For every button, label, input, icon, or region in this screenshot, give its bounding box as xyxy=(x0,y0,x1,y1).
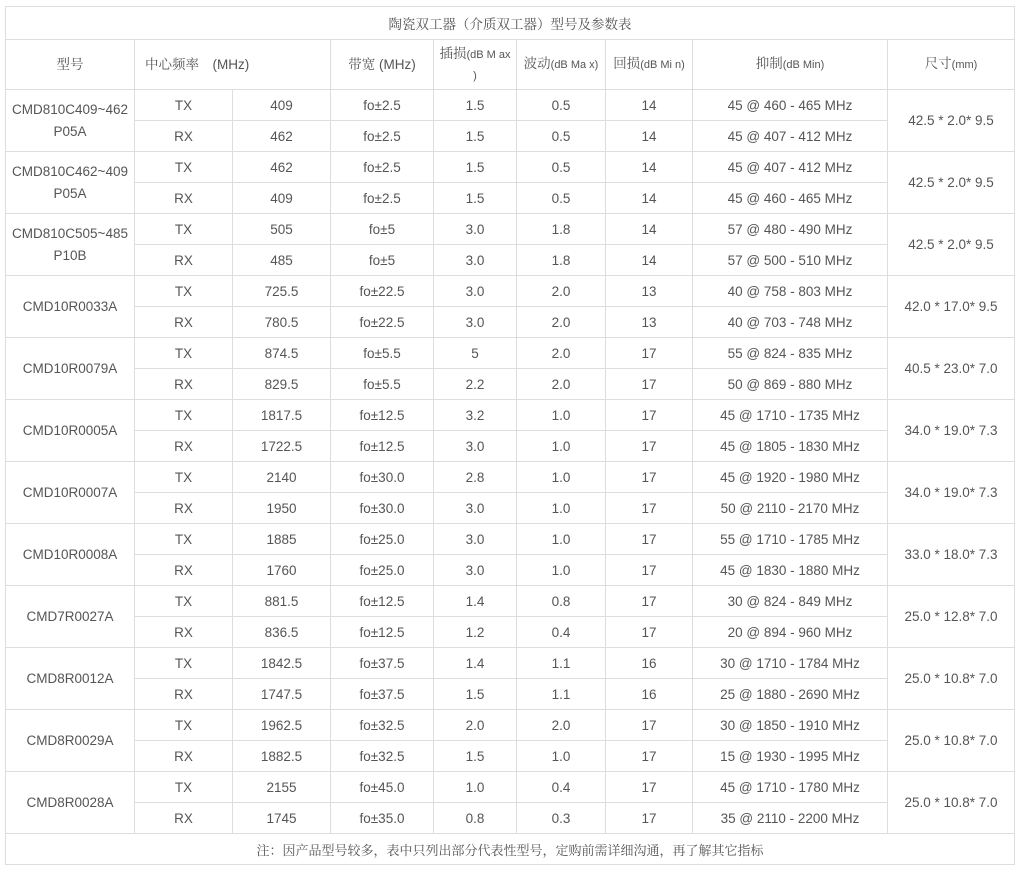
size-cell: 42.5 * 2.0* 9.5 xyxy=(888,214,1015,276)
ripple-cell: 1.1 xyxy=(517,679,606,710)
size-cell: 42.5 * 2.0* 9.5 xyxy=(888,90,1015,152)
ripple-cell: 1.0 xyxy=(517,524,606,555)
ripple-cell: 0.5 xyxy=(517,152,606,183)
return-loss-cell: 16 xyxy=(606,648,693,679)
ripple-cell: 1.0 xyxy=(517,462,606,493)
insertion-loss-cell: 1.0 xyxy=(434,772,517,803)
size-cell: 34.0 * 19.0* 7.3 xyxy=(888,400,1015,462)
model-cell: CMD8R0012A xyxy=(6,648,135,710)
rejection-cell: 57 @ 500 - 510 MHz xyxy=(693,245,888,276)
ripple-cell: 0.5 xyxy=(517,90,606,121)
header-size-label: 尺寸 xyxy=(924,56,952,71)
center-frequency-cell: 1950 xyxy=(233,493,331,524)
table-row xyxy=(6,741,1015,772)
center-frequency-cell: 2140 xyxy=(233,462,331,493)
direction-cell: TX xyxy=(135,586,233,617)
header-rejection-unit: (dB Min) xyxy=(782,59,825,71)
center-frequency-cell: 836.5 xyxy=(233,617,331,648)
rejection-cell: 45 @ 1830 - 1880 MHz xyxy=(693,555,888,586)
table-row xyxy=(6,555,1015,586)
direction-cell: RX xyxy=(135,245,233,276)
header-ripple xyxy=(517,40,606,90)
bandwidth-cell: fo±30.0 xyxy=(331,462,434,493)
table-row xyxy=(6,183,1015,214)
insertion-loss-cell: 1.5 xyxy=(434,679,517,710)
direction-cell: RX xyxy=(135,493,233,524)
header-model: 型号 xyxy=(6,40,135,90)
ripple-cell: 0.8 xyxy=(517,586,606,617)
header-rejection xyxy=(693,40,888,90)
insertion-loss-cell: 1.2 xyxy=(434,617,517,648)
direction-cell: TX xyxy=(135,400,233,431)
rejection-cell: 55 @ 824 - 835 MHz xyxy=(693,338,888,369)
return-loss-cell: 17 xyxy=(606,586,693,617)
insertion-loss-cell: 3.0 xyxy=(434,245,517,276)
insertion-loss-cell: 3.0 xyxy=(434,307,517,338)
ripple-cell: 0.4 xyxy=(517,617,606,648)
header-return-loss-unit: (dB Mi n) xyxy=(640,59,685,71)
center-frequency-cell: 1962.5 xyxy=(233,710,331,741)
direction-cell: TX xyxy=(135,772,233,803)
center-frequency-cell: 1722.5 xyxy=(233,431,331,462)
insertion-loss-cell: 1.5 xyxy=(434,90,517,121)
rejection-cell: 30 @ 1710 - 1784 MHz xyxy=(693,648,888,679)
header-ripple-label: 波动 xyxy=(523,56,551,71)
header-bandwidth: 带宽 (MHz) xyxy=(331,40,434,90)
model-cell: CMD810C505~485P10B xyxy=(6,214,135,276)
table-row xyxy=(6,338,1015,369)
ripple-cell: 2.0 xyxy=(517,369,606,400)
header-size-unit: (mm) xyxy=(951,59,978,71)
direction-cell: RX xyxy=(135,183,233,214)
header-rejection-label: 抑制 xyxy=(755,56,783,71)
table-row xyxy=(6,307,1015,338)
size-cell: 33.0 * 18.0* 7.3 xyxy=(888,524,1015,586)
table-row xyxy=(6,524,1015,555)
bandwidth-cell: fo±22.5 xyxy=(331,276,434,307)
table-row xyxy=(6,462,1015,493)
ripple-cell: 0.3 xyxy=(517,803,606,834)
bandwidth-cell: fo±12.5 xyxy=(331,586,434,617)
direction-cell: RX xyxy=(135,555,233,586)
center-frequency-cell: 409 xyxy=(233,90,331,121)
ripple-cell: 1.0 xyxy=(517,741,606,772)
model-cell: CMD10R0033A xyxy=(6,276,135,338)
center-frequency-cell: 1885 xyxy=(233,524,331,555)
center-frequency-cell: 1747.5 xyxy=(233,679,331,710)
rejection-cell: 45 @ 460 - 465 MHz xyxy=(693,183,888,214)
center-frequency-cell: 1842.5 xyxy=(233,648,331,679)
size-cell: 25.0 * 10.8* 7.0 xyxy=(888,710,1015,772)
header-center-frequency: 中心频率 (MHz) xyxy=(135,40,331,90)
ripple-cell: 2.0 xyxy=(517,338,606,369)
rejection-cell: 50 @ 2110 - 2170 MHz xyxy=(693,493,888,524)
table-row xyxy=(6,617,1015,648)
table-row xyxy=(6,772,1015,803)
bandwidth-cell: fo±5 xyxy=(331,245,434,276)
table-row xyxy=(6,400,1015,431)
insertion-loss-cell: 3.0 xyxy=(434,431,517,462)
return-loss-cell: 16 xyxy=(606,679,693,710)
rejection-cell: 45 @ 1805 - 1830 MHz xyxy=(693,431,888,462)
rejection-cell: 25 @ 1880 - 2690 MHz xyxy=(693,679,888,710)
return-loss-cell: 14 xyxy=(606,121,693,152)
bandwidth-cell: fo±12.5 xyxy=(331,400,434,431)
return-loss-cell: 17 xyxy=(606,741,693,772)
table-row xyxy=(6,152,1015,183)
rejection-cell: 57 @ 480 - 490 MHz xyxy=(693,214,888,245)
center-frequency-cell: 409 xyxy=(233,183,331,214)
center-frequency-cell: 2155 xyxy=(233,772,331,803)
model-cell: CMD810C409~462P05A xyxy=(6,90,135,152)
insertion-loss-cell: 1.5 xyxy=(434,152,517,183)
center-frequency-cell: 1745 xyxy=(233,803,331,834)
bandwidth-cell: fo±22.5 xyxy=(331,307,434,338)
rejection-cell: 45 @ 1920 - 1980 MHz xyxy=(693,462,888,493)
return-loss-cell: 13 xyxy=(606,307,693,338)
direction-cell: RX xyxy=(135,617,233,648)
ripple-cell: 0.5 xyxy=(517,121,606,152)
center-frequency-cell: 505 xyxy=(233,214,331,245)
header-size xyxy=(888,40,1015,90)
center-frequency-cell: 829.5 xyxy=(233,369,331,400)
header-return-loss-label: 回损 xyxy=(613,56,641,71)
bandwidth-cell: fo±25.0 xyxy=(331,555,434,586)
center-frequency-cell: 1760 xyxy=(233,555,331,586)
table-title: 陶瓷双工器（介质双工器）型号及参数表 xyxy=(6,7,1015,40)
bandwidth-cell: fo±32.5 xyxy=(331,710,434,741)
center-frequency-cell: 881.5 xyxy=(233,586,331,617)
direction-cell: TX xyxy=(135,710,233,741)
return-loss-cell: 17 xyxy=(606,803,693,834)
insertion-loss-cell: 3.0 xyxy=(434,524,517,555)
insertion-loss-cell: 1.5 xyxy=(434,741,517,772)
return-loss-cell: 14 xyxy=(606,214,693,245)
insertion-loss-cell: 1.5 xyxy=(434,183,517,214)
rejection-cell: 40 @ 703 - 748 MHz xyxy=(693,307,888,338)
table-row xyxy=(6,90,1015,121)
insertion-loss-cell: 3.0 xyxy=(434,214,517,245)
bandwidth-cell: fo±25.0 xyxy=(331,524,434,555)
model-cell: CMD8R0029A xyxy=(6,710,135,772)
header-return-loss xyxy=(606,40,693,90)
direction-cell: RX xyxy=(135,121,233,152)
table-footnote: 注：因产品型号较多，表中只列出部分代表性型号，定购前需详细沟通，再了解其它指标 xyxy=(6,834,1015,865)
return-loss-cell: 17 xyxy=(606,400,693,431)
bandwidth-cell: fo±45.0 xyxy=(331,772,434,803)
rejection-cell: 45 @ 460 - 465 MHz xyxy=(693,90,888,121)
bandwidth-cell: fo±12.5 xyxy=(331,431,434,462)
insertion-loss-cell: 2.0 xyxy=(434,710,517,741)
ripple-cell: 1.1 xyxy=(517,648,606,679)
ripple-cell: 2.0 xyxy=(517,307,606,338)
table-row xyxy=(6,245,1015,276)
return-loss-cell: 14 xyxy=(606,183,693,214)
return-loss-cell: 13 xyxy=(606,276,693,307)
model-cell: CMD7R0027A xyxy=(6,586,135,648)
rejection-cell: 45 @ 1710 - 1735 MHz xyxy=(693,400,888,431)
table-row xyxy=(6,648,1015,679)
return-loss-cell: 14 xyxy=(606,90,693,121)
insertion-loss-cell: 2.2 xyxy=(434,369,517,400)
bandwidth-cell: fo±2.5 xyxy=(331,90,434,121)
ripple-cell: 1.8 xyxy=(517,214,606,245)
table-row xyxy=(6,276,1015,307)
insertion-loss-cell: 2.8 xyxy=(434,462,517,493)
insertion-loss-cell: 3.0 xyxy=(434,493,517,524)
return-loss-cell: 17 xyxy=(606,369,693,400)
bandwidth-cell: fo±5.5 xyxy=(331,369,434,400)
size-cell: 42.5 * 2.0* 9.5 xyxy=(888,152,1015,214)
direction-cell: TX xyxy=(135,90,233,121)
insertion-loss-cell: 1.4 xyxy=(434,586,517,617)
table-body xyxy=(6,90,1015,834)
direction-cell: RX xyxy=(135,741,233,772)
direction-cell: RX xyxy=(135,369,233,400)
return-loss-cell: 17 xyxy=(606,462,693,493)
center-frequency-cell: 780.5 xyxy=(233,307,331,338)
ripple-cell: 0.4 xyxy=(517,772,606,803)
return-loss-cell: 17 xyxy=(606,710,693,741)
bandwidth-cell: fo±35.0 xyxy=(331,803,434,834)
insertion-loss-cell: 0.8 xyxy=(434,803,517,834)
rejection-cell: 15 @ 1930 - 1995 MHz xyxy=(693,741,888,772)
header-ripple-unit: (dB Ma x) xyxy=(550,59,599,71)
table-row xyxy=(6,679,1015,710)
header-insertion-loss xyxy=(434,40,517,90)
return-loss-cell: 17 xyxy=(606,524,693,555)
size-cell: 42.0 * 17.0* 9.5 xyxy=(888,276,1015,338)
bandwidth-cell: fo±2.5 xyxy=(331,121,434,152)
table-row xyxy=(6,214,1015,245)
ripple-cell: 1.0 xyxy=(517,431,606,462)
model-cell: CMD10R0007A xyxy=(6,462,135,524)
rejection-cell: 20 @ 894 - 960 MHz xyxy=(693,617,888,648)
return-loss-cell: 14 xyxy=(606,245,693,276)
ripple-cell: 2.0 xyxy=(517,710,606,741)
size-cell: 34.0 * 19.0* 7.3 xyxy=(888,462,1015,524)
ripple-cell: 1.0 xyxy=(517,400,606,431)
rejection-cell: 55 @ 1710 - 1785 MHz xyxy=(693,524,888,555)
bandwidth-cell: fo±2.5 xyxy=(331,152,434,183)
model-cell: CMD8R0028A xyxy=(6,772,135,834)
model-cell: CMD10R0005A xyxy=(6,400,135,462)
bandwidth-cell: fo±32.5 xyxy=(331,741,434,772)
return-loss-cell: 17 xyxy=(606,493,693,524)
direction-cell: TX xyxy=(135,462,233,493)
return-loss-cell: 17 xyxy=(606,772,693,803)
rejection-cell: 30 @ 1850 - 1910 MHz xyxy=(693,710,888,741)
insertion-loss-cell: 3.2 xyxy=(434,400,517,431)
ripple-cell: 2.0 xyxy=(517,276,606,307)
rejection-cell: 35 @ 2110 - 2200 MHz xyxy=(693,803,888,834)
center-frequency-cell: 874.5 xyxy=(233,338,331,369)
duplexer-parameter-table xyxy=(5,6,1015,865)
rejection-cell: 50 @ 869 - 880 MHz xyxy=(693,369,888,400)
direction-cell: TX xyxy=(135,338,233,369)
model-cell: CMD10R0079A xyxy=(6,338,135,400)
table-row xyxy=(6,803,1015,834)
insertion-loss-cell: 5 xyxy=(434,338,517,369)
table-row xyxy=(6,493,1015,524)
ripple-cell: 1.0 xyxy=(517,555,606,586)
insertion-loss-cell: 3.0 xyxy=(434,276,517,307)
bandwidth-cell: fo±5 xyxy=(331,214,434,245)
model-cell: CMD10R0008A xyxy=(6,524,135,586)
center-frequency-cell: 462 xyxy=(233,121,331,152)
insertion-loss-cell: 1.5 xyxy=(434,121,517,152)
direction-cell: TX xyxy=(135,276,233,307)
header-insertion-loss-unit: (dB M ax ) xyxy=(466,48,511,82)
direction-cell: TX xyxy=(135,524,233,555)
rejection-cell: 40 @ 758 - 803 MHz xyxy=(693,276,888,307)
ripple-cell: 1.8 xyxy=(517,245,606,276)
size-cell: 40.5 * 23.0* 7.0 xyxy=(888,338,1015,400)
table-row xyxy=(6,369,1015,400)
direction-cell: TX xyxy=(135,214,233,245)
direction-cell: RX xyxy=(135,431,233,462)
bandwidth-cell: fo±30.0 xyxy=(331,493,434,524)
bandwidth-cell: fo±5.5 xyxy=(331,338,434,369)
ripple-cell: 0.5 xyxy=(517,183,606,214)
rejection-cell: 45 @ 407 - 412 MHz xyxy=(693,121,888,152)
center-frequency-cell: 462 xyxy=(233,152,331,183)
center-frequency-cell: 485 xyxy=(233,245,331,276)
table-row xyxy=(6,710,1015,741)
size-cell: 25.0 * 12.8* 7.0 xyxy=(888,586,1015,648)
header-insertion-loss-label: 插损 xyxy=(439,45,467,61)
return-loss-cell: 14 xyxy=(606,152,693,183)
table-row xyxy=(6,586,1015,617)
insertion-loss-cell: 3.0 xyxy=(434,555,517,586)
size-cell: 25.0 * 10.8* 7.0 xyxy=(888,648,1015,710)
direction-cell: RX xyxy=(135,679,233,710)
bandwidth-cell: fo±2.5 xyxy=(331,183,434,214)
size-cell: 25.0 * 10.8* 7.0 xyxy=(888,772,1015,834)
table-row xyxy=(6,121,1015,152)
table-row xyxy=(6,431,1015,462)
direction-cell: RX xyxy=(135,803,233,834)
return-loss-cell: 17 xyxy=(606,431,693,462)
return-loss-cell: 17 xyxy=(606,338,693,369)
insertion-loss-cell: 1.4 xyxy=(434,648,517,679)
rejection-cell: 45 @ 1710 - 1780 MHz xyxy=(693,772,888,803)
center-frequency-cell: 1817.5 xyxy=(233,400,331,431)
return-loss-cell: 17 xyxy=(606,555,693,586)
center-frequency-cell: 725.5 xyxy=(233,276,331,307)
model-cell: CMD810C462~409P05A xyxy=(6,152,135,214)
rejection-cell: 30 @ 824 - 849 MHz xyxy=(693,586,888,617)
direction-cell: TX xyxy=(135,152,233,183)
direction-cell: RX xyxy=(135,307,233,338)
ripple-cell: 1.0 xyxy=(517,493,606,524)
bandwidth-cell: fo±12.5 xyxy=(331,617,434,648)
direction-cell: TX xyxy=(135,648,233,679)
rejection-cell: 45 @ 407 - 412 MHz xyxy=(693,152,888,183)
bandwidth-cell: fo±37.5 xyxy=(331,648,434,679)
bandwidth-cell: fo±37.5 xyxy=(331,679,434,710)
center-frequency-cell: 1882.5 xyxy=(233,741,331,772)
return-loss-cell: 17 xyxy=(606,617,693,648)
